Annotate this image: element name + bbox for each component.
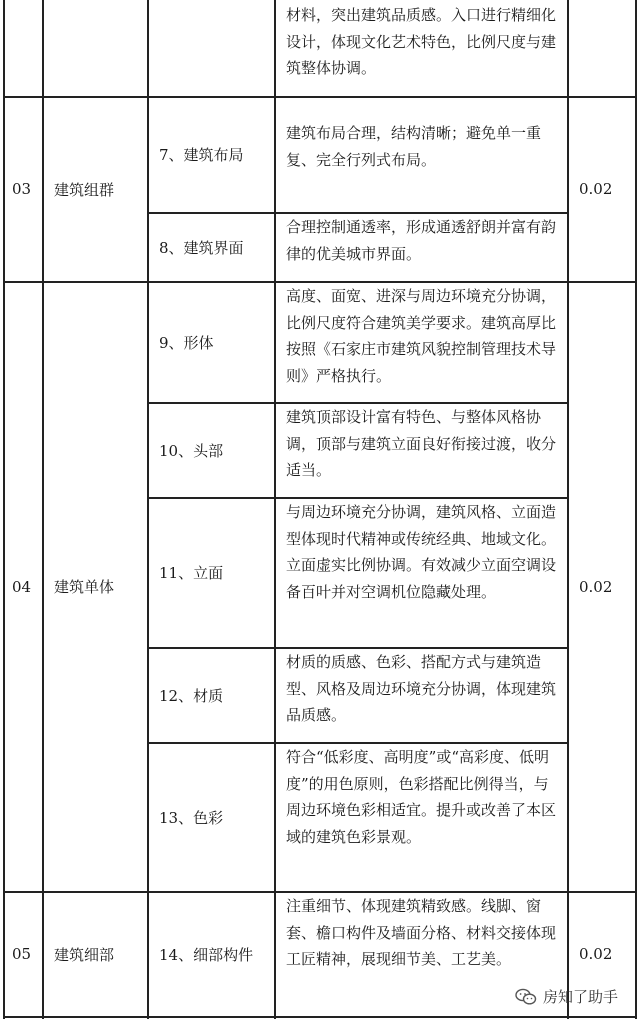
- item-cell: 13、色彩: [159, 808, 224, 827]
- category-cell: 建筑细部: [54, 945, 115, 964]
- row-number: 04: [12, 577, 32, 596]
- row-number: 05: [12, 945, 32, 963]
- grid-line: [635, 0, 637, 1019]
- watermark-text: 房知了助手: [542, 988, 618, 1006]
- requirement-cell: 注重细节、体现建筑精致感。线脚、窗套、檐口构件及墙面分格、材料交接体现工匠精神，展现细节美、工艺美。: [286, 897, 557, 968]
- requirement-cell: 与周边环境充分协调，建筑风格、立面造型体现时代精神或传统经典、地域文化。立面虚实比例协调。有效减少立面空调设备百叶并对空调机位隐藏处理。: [286, 503, 557, 601]
- item-cell: 7、建筑布局: [159, 146, 244, 164]
- requirement-cell: 符合“低彩度、高明度”或“高彩度、低明度”的用色原则，色彩搭配比例得当，与周边环境色彩相适宜。提升或改善了本区域的建筑色彩景观。: [286, 748, 557, 846]
- item-cell: 12、材质: [159, 686, 224, 705]
- grid-line: [3, 1016, 637, 1018]
- item-cell: 11、立面: [159, 564, 224, 582]
- category-cell: 建筑组群: [54, 180, 115, 199]
- requirement-cell: 建筑顶部设计富有特色、与整体风格协调，顶部与建筑立面良好衔接过渡，收分适当。: [286, 408, 557, 479]
- requirement-cell: 材质的质感、色彩、搭配方式与建筑造型、风格及周边环境充分协调，体现建筑品质感。: [286, 653, 557, 724]
- score-cell: 0.02: [579, 945, 613, 963]
- item-cell: 8、建筑界面: [159, 238, 244, 257]
- category-cell: 建筑单体: [54, 578, 115, 596]
- requirement-cell: 合理控制通透率，形成通透舒朗并富有韵律的优美城市界面。: [286, 218, 557, 263]
- score-cell: 0.02: [579, 180, 613, 198]
- wechat-icon: [515, 988, 537, 1006]
- requirement-cell: 高度、面宽、进深与周边环境充分协调，比例尺度符合建筑美学要求。建筑高厚比按照《石家庄市建筑风貌控制管理技术导则》严格执行。: [286, 287, 557, 385]
- requirement-cell: 材料，突出建筑品质感。入口进行精细化设计，体现文化艺术特色，比例尺度与建筑整体协调。: [286, 6, 557, 77]
- watermark: [515, 986, 618, 1007]
- item-cell: 10、头部: [159, 441, 224, 460]
- item-cell: 14、细部构件: [159, 945, 254, 964]
- requirement-cell: 建筑布局合理，结构清晰；避免单一重复、完全行列式布局。: [286, 124, 542, 169]
- item-cell: 9、形体: [159, 333, 214, 352]
- score-cell: 0.02: [579, 577, 613, 596]
- row-number: 03: [12, 180, 32, 198]
